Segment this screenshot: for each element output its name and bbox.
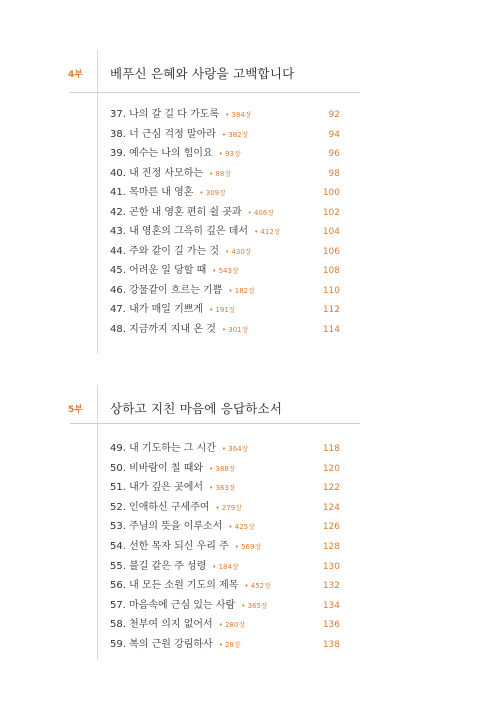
toc-entry[interactable] xyxy=(110,203,340,219)
toc-entry[interactable] xyxy=(110,537,340,553)
page-number: 100 xyxy=(322,188,340,198)
page-number: 112 xyxy=(322,305,340,315)
hymn-number: • 93장 xyxy=(218,150,241,158)
entry-title: 42. 곤한 내 영혼 편히 쉴 곳과 xyxy=(110,206,242,218)
hymn-number: • 384장 xyxy=(225,111,252,119)
entry-title: 41. 목마른 내 영혼 xyxy=(110,187,194,198)
entry-title: 44. 주와 같이 길 가는 것 xyxy=(110,245,220,257)
page-number: 104 xyxy=(322,227,340,237)
page-number: 132 xyxy=(322,581,340,592)
hymn-number: • 88장 xyxy=(209,169,232,178)
toc-entry[interactable] xyxy=(110,557,340,573)
toc-entry[interactable] xyxy=(110,478,340,494)
part-title: 베푸신 은혜와 사랑을 고백합니다 xyxy=(110,66,295,81)
toc-entry[interactable] xyxy=(110,164,340,180)
entry-title: 46. 강물같이 흐르는 기쁨 xyxy=(110,284,223,296)
hymn-number: • 182장 xyxy=(228,286,255,295)
entry-title: 39. 예수는 나의 힘이요 xyxy=(110,148,213,159)
hymn-number: • 364장 xyxy=(221,445,249,453)
page-number: 126 xyxy=(322,522,340,533)
page-number: 92 xyxy=(328,110,340,120)
entry-title: 54. 선한 목자 되신 우리 주 xyxy=(110,541,229,552)
toc-entry[interactable] xyxy=(110,105,340,121)
entry-title: 37. 나의 갈 길 다 가도록 xyxy=(110,109,220,120)
part-label: 5부 xyxy=(68,405,83,415)
hymn-number: • 363장 xyxy=(209,484,236,493)
toc-entry[interactable] xyxy=(110,242,340,258)
hymn-number: • 301장 xyxy=(221,325,249,334)
hymn-number: • 406장 xyxy=(247,208,275,217)
page-number: 106 xyxy=(322,246,340,257)
entry-title: 45. 어려운 일 당할 때 xyxy=(110,265,207,276)
toc-entry[interactable] xyxy=(110,459,340,475)
page-number: 130 xyxy=(322,561,340,572)
page-number: 138 xyxy=(322,640,340,650)
page-number: 96 xyxy=(328,149,340,159)
entry-title: 58. 천부여 의지 없어서 xyxy=(110,619,213,631)
page-number: 136 xyxy=(322,620,340,631)
toc-entry[interactable] xyxy=(110,261,340,277)
hymn-number: • 543장 xyxy=(212,267,239,275)
toc-entry[interactable] xyxy=(110,439,340,455)
hymn-number: • 412장 xyxy=(254,228,281,236)
hymn-number: • 430장 xyxy=(225,247,252,256)
entry-title: 52. 인애하신 구세주여 xyxy=(110,501,210,513)
entry-title: 38. 너 근심 걱정 말아라 xyxy=(110,128,216,140)
header-rule xyxy=(70,92,360,93)
page-number: 124 xyxy=(322,502,340,513)
toc-entry[interactable] xyxy=(110,615,340,631)
toc-entry[interactable] xyxy=(110,300,340,316)
toc-entry[interactable] xyxy=(110,498,340,514)
page-number: 120 xyxy=(322,463,340,474)
hymn-number: • 388장 xyxy=(209,464,236,473)
hymn-number: • 309장 xyxy=(199,189,226,197)
page-number: 114 xyxy=(322,324,340,335)
hymn-number: • 425장 xyxy=(228,523,255,532)
toc-entry[interactable] xyxy=(110,576,340,592)
entry-title: 59. 복의 근원 강림하사 xyxy=(110,639,213,650)
header-rule xyxy=(70,423,360,424)
toc-entry[interactable] xyxy=(110,517,340,533)
section-divider-line xyxy=(97,50,98,354)
page-number: 98 xyxy=(328,168,340,179)
hymn-number: • 184장 xyxy=(212,562,239,571)
hymn-number: • 191장 xyxy=(209,306,236,314)
toc-entry[interactable] xyxy=(110,222,340,238)
page-number: 128 xyxy=(322,542,340,552)
toc-entry[interactable] xyxy=(110,125,340,141)
entry-title: 43. 내 영혼의 그윽히 깊은 데서 xyxy=(110,226,249,237)
toc-entry[interactable] xyxy=(110,635,340,651)
part-title: 상하고 지친 마음에 응답하소서 xyxy=(110,401,283,416)
entry-title: 51. 내가 깊은 곳에서 xyxy=(110,482,204,494)
hymn-number: • 452장 xyxy=(244,582,271,591)
toc-entry[interactable] xyxy=(110,320,340,336)
page-number: 108 xyxy=(322,266,340,276)
hymn-number: • 280장 xyxy=(218,621,246,630)
toc-entry[interactable] xyxy=(110,144,340,160)
hymn-number: • 365장 xyxy=(241,601,268,610)
hymn-number: • 569장 xyxy=(234,543,262,551)
entry-title: 53. 주님의 뜻을 이루소서 xyxy=(110,521,223,533)
hymn-number: • 382장 xyxy=(221,130,249,139)
page-number: 118 xyxy=(322,444,340,454)
page-number: 94 xyxy=(328,129,340,140)
page-number: 102 xyxy=(322,207,340,218)
part-label: 4부 xyxy=(68,70,83,80)
toc-entry[interactable] xyxy=(110,596,340,612)
entry-title: 56. 내 모든 소원 기도의 제목 xyxy=(110,580,239,592)
page-number: 122 xyxy=(322,483,340,494)
entry-title: 49. 내 기도하는 그 시간 xyxy=(110,443,216,454)
page-number: 110 xyxy=(322,285,340,296)
toc-entry[interactable] xyxy=(110,183,340,199)
entry-title: 50. 비바람이 칠 때와 xyxy=(110,462,204,474)
entry-title: 55. 불길 같은 주 성령 xyxy=(110,560,207,572)
hymn-number: • 279장 xyxy=(215,503,243,512)
page-number: 134 xyxy=(322,600,340,611)
entry-title: 47. 내가 매일 기쁘게 xyxy=(110,304,204,315)
entry-title: 40. 내 진정 사모하는 xyxy=(110,167,204,179)
entry-title: 48. 지금까지 지내 온 것 xyxy=(110,323,216,335)
toc-entry[interactable] xyxy=(110,281,340,297)
section-divider-line xyxy=(97,385,98,660)
hymn-number: • 28장 xyxy=(218,641,241,649)
entry-title: 57. 마음속에 근심 있는 사람 xyxy=(110,599,236,611)
